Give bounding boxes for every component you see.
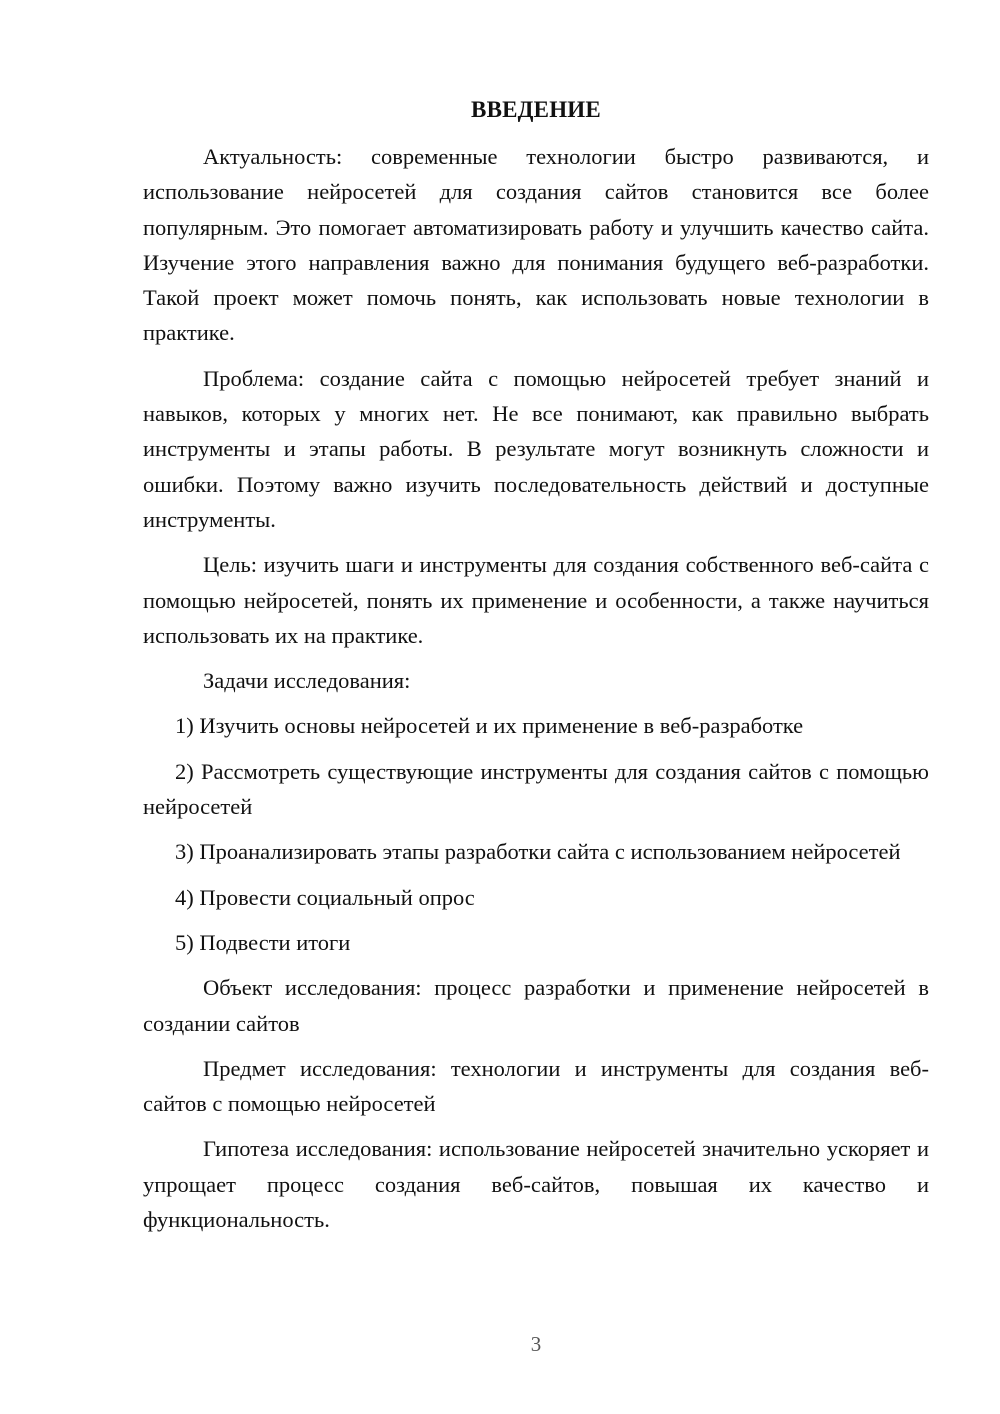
task-item-3: 3) Проанализировать этапы разработки сайта с использованием нейросетей xyxy=(175,839,901,865)
task-item-4: 4) Провести социальный опрос xyxy=(175,884,475,910)
task-item-5: 5) Подвести итоги xyxy=(175,929,351,955)
document-page xyxy=(143,92,929,1247)
hypothesis-paragraph: Гипотеза исследования: использование нейросетей значительно ускоряет и упрощает процесс создания веб-сайтов, повышая их качество и функциональность. xyxy=(143,1136,929,1233)
goal-paragraph: Цель: изучить шаги и инструменты для создания собственного веб-сайта с помощью нейросетей, понять их применение и особенности, а также научиться использовать их на практике. xyxy=(143,552,929,648)
subject-paragraph: Предмет исследования: технологии и инструменты для создания веб-сайтов с помощью нейросетей xyxy=(143,1055,929,1117)
page-number: 3 xyxy=(530,1332,542,1356)
problem-paragraph: Проблема: создание сайта с помощью нейросетей требует знаний и навыков, которых у многих нет. Не все понимают, как правильно выбрать инструменты и этапы работы. В результате могут возникнуть сложности и ошибки. Поэтому важно изучить последовательность действий и доступные инструменты. xyxy=(143,365,929,532)
task-item-1: 1) Изучить основы нейросетей и их применение в веб-разработке xyxy=(175,713,804,739)
tasks-heading: Задачи исследования: xyxy=(203,668,411,694)
page-title: ВВЕДЕНИЕ xyxy=(471,97,601,122)
task-item-2: 2) Рассмотреть существующие инструменты для создания сайтов с помощью нейросетей xyxy=(143,758,929,820)
object-paragraph: Объект исследования: процесс разработки и применение нейросетей в создании сайтов xyxy=(143,975,929,1036)
relevance-paragraph: Актуальность: современные технологии быстро развиваются, и использование нейросетей для создания сайтов становится все более популярным. Это помогает автоматизировать работу и улучшить качество сайта. Изучение этого направления важно для понимания будущего веб-разработки. Такой проект может помочь понять, как использовать новые технологии в практике. xyxy=(143,144,929,346)
